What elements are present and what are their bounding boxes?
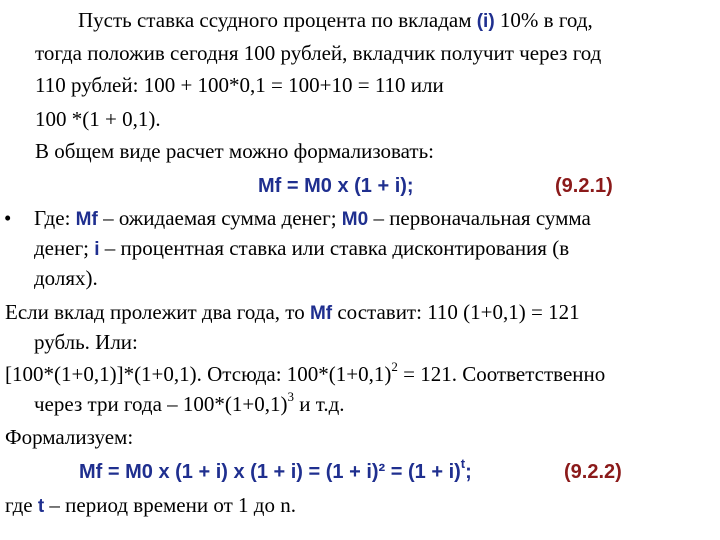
- paragraph2-line-3: [5, 359, 605, 389]
- paragraph2-line-4: [34, 389, 345, 419]
- text: – процентная ставка или ставка дисконтирования (в: [99, 236, 570, 260]
- formula-number-9-2-1: [555, 170, 613, 201]
- paragraph-line-1: [78, 5, 593, 37]
- formula-text: Mf = M0 x (1 + i) x (1 + i) = (1 + i)² = (1 + i): [79, 461, 461, 483]
- where-line-3: долях).: [34, 266, 98, 290]
- paragraph-line-3: 110 рублей: 100 + 100*0,1 = 100+10 = 110 или: [35, 73, 444, 97]
- variable-t: t: [37, 496, 45, 517]
- text: – период времени от 1 до n.: [44, 493, 296, 517]
- variable-i: i: [94, 239, 100, 260]
- text: – первоначальная сумма: [368, 206, 591, 230]
- text: денег;: [34, 236, 95, 260]
- formula-number-9-2-2: [564, 456, 622, 487]
- variable-mf: Mf: [75, 209, 98, 230]
- text: и т.д.: [294, 392, 345, 416]
- text: Пусть ставка ссудного процента по вкладам: [78, 8, 477, 32]
- paragraph-line-4: 100 *(1 + 0,1).: [35, 107, 161, 131]
- variable-m0: M0: [341, 209, 369, 230]
- text: 10% в год,: [494, 8, 593, 32]
- text: составит: 110 (1+0,1) = 121: [332, 300, 580, 324]
- text: = 121. Соответственно: [397, 362, 606, 386]
- paragraph2-line-5: Формализуем:: [5, 425, 134, 449]
- text: [100*(1+0,1)]*(1+0,1). Отсюда: 100*(1+0,1): [5, 362, 392, 386]
- formula-9-2-2: [79, 456, 472, 487]
- formula-number: (9.2.2): [564, 461, 622, 483]
- formula-text: Mf = M0 x (1 + i);: [258, 175, 414, 197]
- paragraph-line-5: В общем виде расчет можно формализовать:: [35, 139, 435, 163]
- text: где: [5, 493, 38, 517]
- exponent: 2: [391, 359, 398, 374]
- exponent: 3: [287, 389, 294, 404]
- bullet-icon: •: [4, 206, 12, 230]
- text: через три года – 100*(1+0,1): [34, 392, 288, 416]
- formula-text: ;: [465, 461, 472, 483]
- exponent: t: [460, 456, 466, 471]
- variable-mf: Mf: [309, 303, 333, 324]
- formula-9-2-1: [258, 170, 414, 201]
- paragraph2-line-1: [5, 297, 580, 329]
- where-line-1: [34, 203, 591, 235]
- where-line-2: [34, 233, 569, 265]
- paragraph2-line-2: рубль. Или:: [34, 330, 138, 354]
- formula-number: (9.2.1): [555, 175, 613, 197]
- text: – ожидаемая сумма денег;: [97, 206, 342, 230]
- paragraph-line-2: тогда положив сегодня 100 рублей, вкладчик получит через год: [35, 41, 602, 65]
- text: Где:: [34, 206, 76, 230]
- variable-i: (i): [476, 11, 495, 32]
- text: Если вклад пролежит два года, то: [5, 300, 310, 324]
- paragraph3-line-1: [5, 490, 296, 522]
